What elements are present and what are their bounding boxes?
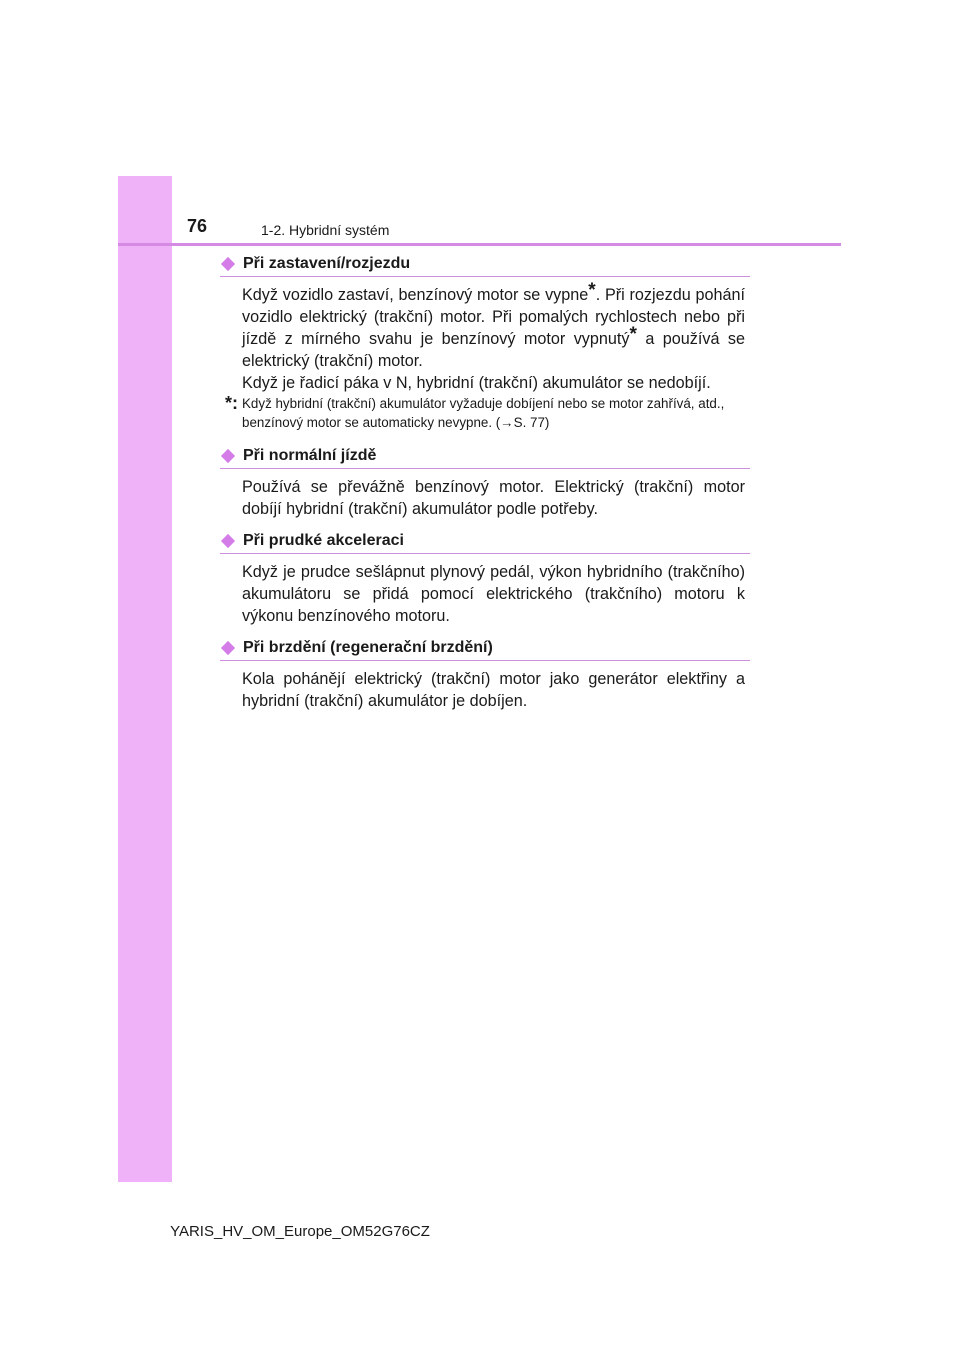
content: [220, 252, 750, 712]
section-heading: [220, 529, 750, 554]
diamond-bullet-icon: [221, 534, 235, 548]
section-title: 1-2. Hybridní systém: [261, 222, 390, 238]
footer-document-code: YARIS_HV_OM_Europe_OM52G76CZ: [170, 1223, 430, 1240]
section-stop-start: [220, 252, 750, 432]
diamond-bullet-icon: [221, 257, 235, 271]
text-run: a používá se elektrický (trakční) motor.: [242, 330, 745, 370]
section-acceleration: [220, 529, 750, 627]
heading-text: Při normální jízdě: [243, 447, 377, 464]
header-rule: [118, 243, 841, 246]
paragraph: Kola pohánějí elektrický (trakční) motor jako generátor elektřiny a hybridní (trakční) akumulátor je dobíjen.: [242, 670, 745, 710]
paragraph: Když je řadicí páka v N, hybridní (trakční) akumulátor se nedobíjí.: [242, 374, 711, 392]
section-heading: [220, 444, 750, 469]
heading-text: Při prudké akceleraci: [243, 532, 404, 549]
footnote-ref: *: [629, 323, 637, 345]
text-run: . Při rozjezdu pohání vozidlo elektrický (trakční) motor. Při pomalých rychlostech nebo při jízdě z mírného svahu je benzínový motor vypnutý: [242, 286, 745, 348]
footnote-mark: *:: [225, 393, 238, 413]
section-braking: [220, 636, 750, 712]
section-heading: [220, 636, 750, 661]
footnote-ref: *: [588, 279, 596, 301]
footnote-text: Když hybridní (trakční) akumulátor vyžaduje dobíjení nebo se motor zahřívá, atd., benzínový motor se automaticky nevypne. (→S. 77): [242, 396, 725, 430]
paragraph: [242, 279, 745, 372]
heading-text: Při brzdění (regenerační brzdění): [243, 639, 493, 656]
text-run: Když vozidlo zastaví, benzínový motor se vypne: [242, 286, 589, 304]
paragraph: Když je prudce sešlápnut plynový pedál, výkon hybridního (trakčního) akumulátoru se přidá pomocí elektrického (trakčního) motoru k výkonu benzínového motoru.: [242, 563, 745, 625]
section-heading: [220, 252, 750, 277]
heading-text: Při zastavení/rozjezdu: [243, 255, 411, 272]
section-normal-driving: [220, 444, 750, 520]
footnote: [225, 393, 745, 432]
page-number: 76: [187, 216, 208, 236]
side-tab-band: [118, 176, 172, 1182]
diamond-bullet-icon: [221, 449, 235, 463]
diamond-bullet-icon: [221, 641, 235, 655]
paragraph: Používá se převážně benzínový motor. Elektrický (trakční) motor dobíjí hybridní (trakční) akumulátor podle potřeby.: [242, 478, 745, 518]
